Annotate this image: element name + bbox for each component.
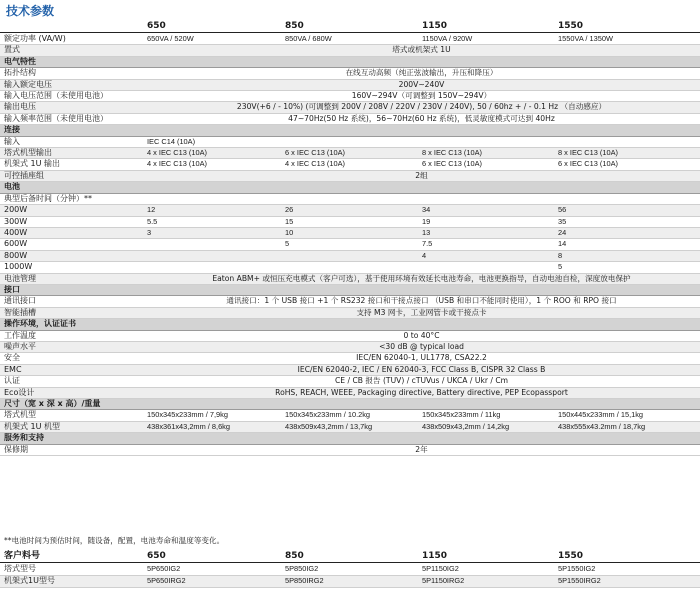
section-heading: 电气特性 [0,56,700,67]
spec-cell: 6 x IEC C13 (10A) [418,159,554,170]
spec-cell: 150x345x233mm / 11kg [418,410,554,421]
spec-cell: 5 [281,239,418,250]
spec-row [0,113,700,124]
spec-cell [418,262,554,273]
spec-row [0,68,700,79]
spec-value: 230V(+6 / - 10%) (可调整到 200V / 208V / 220V / 230V / 240V), 50 / 60hz + / - 0.1 Hz （自动感应） [143,102,700,113]
spec-value: 通讯接口：1 个 USB 接口 +1 个 RS232 接口和干接点接口 （USB 和串口不能同时使用），1 个 ROO 和 RPO 接口 [143,296,700,307]
spec-cell: 12 [143,205,281,216]
spec-cell: 8 x IEC C13 (10A) [554,148,700,159]
spec-cell: 150x345x233mm / 10.2kg [281,410,418,421]
spec-row [0,79,700,90]
spec-row [0,91,700,102]
spec-value: 160V~294V（可调整到 150V~294V） [143,91,700,102]
spec-cell: 438x509x43,2mm / 13,7kg [281,421,418,432]
spec-row [0,364,700,375]
page-title: 技术参数 [6,4,55,18]
spec-cell: 13 [418,227,554,238]
spec-cell: 650VA / 520W [143,34,281,45]
order-table [0,564,700,588]
spec-cell: 438x361x43,2mm / 8,6kg [143,421,281,432]
spec-value: 0 to 40°C [143,330,700,341]
spec-label: 可控插座组 [0,170,143,181]
spec-row [0,387,700,398]
spec-label: 智能插槽 [0,307,143,318]
spec-cell [281,262,418,273]
footnote: **电池时间为预估时间，随设备，配置，电池寿命和温度等变化。 [4,536,225,545]
spec-row [0,410,700,421]
spec-value: 在线互动高频（纯正弦波输出，升压和降压） [143,68,700,79]
order-part-number: 5P850IG2 [281,564,418,575]
order-part-number: 5P1150IRG2 [418,575,554,587]
spec-cell: 10 [281,227,418,238]
spec-label: 置式 [0,45,143,56]
spec-row [0,216,700,227]
spec-value: 支持 M3 网卡，工业网管卡或干接点卡 [143,307,700,318]
spec-label: 拓扑结构 [0,68,143,79]
spec-label: 400W [0,227,143,238]
spec-row [0,250,700,261]
spec-cell: 5 [554,262,700,273]
section-heading: 操作环境，认证证书 [0,319,700,330]
spec-value: 200V~240V [143,79,700,90]
model-1150-header: 1150 [422,21,448,31]
spec-cell: 24 [554,227,700,238]
spec-label: 200W [0,205,143,216]
spec-label: 保修期 [0,444,143,455]
spec-cell: 1150VA / 920W [418,34,554,45]
spec-row [0,341,700,352]
spec-label: EMC [0,364,143,375]
spec-cell: 438x509x43,2mm / 14,2kg [418,421,554,432]
spec-label: 输出电压 [0,102,143,113]
spec-cell: 4 x IEC C13 (10A) [143,148,281,159]
spec-cell: 34 [418,205,554,216]
spec-label: 工作温度 [0,330,143,341]
spec-row [0,159,700,170]
spec-value: IEC/EN 62040-1, UL1778, CSA22.2 [143,353,700,364]
spec-cell: 19 [418,216,554,227]
spec-label: 噪声水平 [0,341,143,352]
order-header-label: 客户料号 [4,551,41,561]
spec-label: 塔式机型输出 [0,148,143,159]
spec-cell: 14 [554,239,700,250]
spec-label: 塔式机型 [0,410,143,421]
order-label: 塔式型号 [0,564,143,575]
order-label: 机架式1U型号 [0,575,143,587]
spec-label: 输入 [0,136,143,147]
spec-cell: 26 [281,205,418,216]
order-part-number: 5P1550IRG2 [554,575,700,587]
section-heading-row [0,125,700,136]
spec-label: Eco设计 [0,387,143,398]
order-row [0,564,700,575]
spec-label: 300W [0,216,143,227]
header-divider [0,32,700,33]
section-heading: 服务和支持 [0,433,700,444]
spec-cell: 850VA / 680W [281,34,418,45]
spec-row [0,148,700,159]
section-heading-row [0,319,700,330]
spec-row [0,330,700,341]
order-model-850: 850 [285,551,304,561]
spec-label: 800W [0,250,143,261]
spec-row [0,227,700,238]
spec-row [0,193,700,204]
section-heading: 尺寸（宽 x 深 x 高）/重量 [0,399,700,410]
order-part-number: 5P650IRG2 [143,575,281,587]
spec-row [0,102,700,113]
spec-cell: 8 x IEC C13 (10A) [418,148,554,159]
spec-label: 机架式 1U 输出 [0,159,143,170]
spec-row [0,273,700,284]
spec-cell: 7.5 [418,239,554,250]
spec-label: 1000W [0,262,143,273]
spec-row [0,262,700,273]
spec-value: Eaton ABM+ 或恒压充电模式（客户可选），基于使用环境有效延长电池寿命，电池更换指导，自动电池自检，深度放电保护 [143,273,700,284]
spec-cell: 4 x IEC C13 (10A) [281,159,418,170]
order-model-1550: 1550 [558,551,584,561]
order-row [0,575,700,587]
spec-row [0,205,700,216]
spec-cell: 6 x IEC C13 (10A) [554,159,700,170]
spec-cell [143,239,281,250]
spec-cell: 15 [281,216,418,227]
spec-label: 典型后备时间（分钟）** [0,193,143,204]
order-part-number: 5P1550IG2 [554,564,700,575]
model-850-header: 850 [285,21,304,31]
spec-label: 输入电压范围（未使用电池） [0,91,143,102]
order-part-number: 5P1150IG2 [418,564,554,575]
spec-row [0,45,700,56]
model-650-header: 650 [147,21,166,31]
spec-label: 输入频率范围（未使用电池） [0,113,143,124]
spec-cell: 150x445x233mm / 15,1kg [554,410,700,421]
order-header [0,550,700,562]
section-heading: 接口 [0,284,700,295]
spec-row [0,239,700,250]
spec-table [0,34,700,456]
spec-cell [143,262,281,273]
order-divider [0,562,700,563]
order-model-650: 650 [147,551,166,561]
spec-row [0,307,700,318]
spec-label: 电池管理 [0,273,143,284]
section-heading-row [0,399,700,410]
spec-cell: 35 [554,216,700,227]
spec-row [0,353,700,364]
section-heading-row [0,182,700,193]
spec-label: 安全 [0,353,143,364]
section-heading-row [0,56,700,67]
section-heading-row [0,284,700,295]
spec-cell: 6 x IEC C13 (10A) [281,148,418,159]
spec-value: IEC/EN 62040-2, IEC / EN 62040-3, FCC Class B, CISPR 32 Class B [143,364,700,375]
order-part-number: 5P650IG2 [143,564,281,575]
section-heading-row [0,433,700,444]
spec-value: 2组 [143,170,700,181]
spec-value: 2年 [143,444,700,455]
spec-label: 机架式 1U 机型 [0,421,143,432]
spec-label: 输入额定电压 [0,79,143,90]
spec-cell [554,193,700,204]
spec-label: 通讯接口 [0,296,143,307]
spec-value: 塔式或机架式 1U [143,45,700,56]
spec-cell: 56 [554,205,700,216]
spec-cell: 8 [554,250,700,261]
order-model-1150: 1150 [422,551,448,561]
spec-cell: 1550VA / 1350W [554,34,700,45]
spec-cell [281,136,418,147]
spec-cell: 4 [418,250,554,261]
spec-row [0,444,700,455]
model-1550-header: 1550 [558,21,584,31]
spec-cell: 4 x IEC C13 (10A) [143,159,281,170]
spec-cell: IEC C14 (10A) [143,136,281,147]
order-part-number: 5P850IRG2 [281,575,418,587]
spec-cell [281,193,418,204]
section-heading: 连接 [0,125,700,136]
spec-value: CE / CB 报告 (TUV) / cTUVus / UKCA / Ukr / Cm [143,376,700,387]
spec-row [0,34,700,45]
spec-cell [281,250,418,261]
spec-row [0,376,700,387]
spec-cell [554,136,700,147]
spec-cell [418,193,554,204]
spec-label: 600W [0,239,143,250]
spec-row [0,170,700,181]
spec-cell: 3 [143,227,281,238]
spec-cell: 150x345x233mm / 7,9kg [143,410,281,421]
spec-cell: 438x555x43.2mm / 18,7kg [554,421,700,432]
spec-label: 额定功率 (VA/W) [0,34,143,45]
spec-cell [143,193,281,204]
spec-row [0,136,700,147]
spec-value: RoHS, REACH, WEEE, Packaging directive, Battery directive, PEP Ecopassport [143,387,700,398]
spec-label: 认证 [0,376,143,387]
spec-row [0,296,700,307]
spec-row [0,421,700,432]
spec-cell [418,136,554,147]
section-heading: 电池 [0,182,700,193]
spec-value: <30 dB @ typical load [143,341,700,352]
spec-value: 47~70Hz(50 Hz 系统)，56~70Hz(60 Hz 系统)，低灵敏度模式可达到 40Hz [143,113,700,124]
model-header [0,20,700,32]
spec-cell [143,250,281,261]
spec-cell: 5.5 [143,216,281,227]
